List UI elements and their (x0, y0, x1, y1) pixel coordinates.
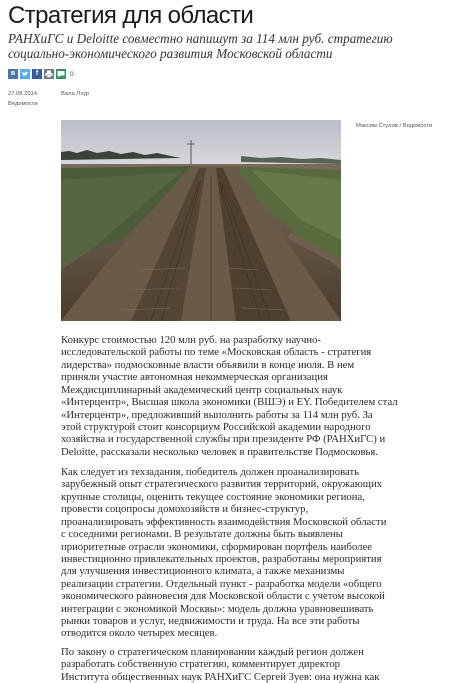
paragraph-line: приоритетные отрасли экономики, сформирован портфель наиболее (61, 540, 372, 553)
article-author[interactable]: Вала Лэур (61, 91, 90, 97)
paragraph-line: рынки товаров и услуг, недвижимости и труда. На все эти работы (61, 615, 360, 628)
article-paragraph (61, 646, 441, 683)
paragraph-line: отводится около четырех месяцев. (61, 627, 218, 640)
subtitle-line: РАНХиГС и Deloitte совместно напишут за 114 млн руб. стратегию (8, 31, 393, 46)
paragraph-line: «Интерцентр», предложивший выполнить работы за 114 млн руб. За (61, 408, 373, 421)
print-icon[interactable] (44, 69, 54, 79)
paragraph-line: «Интерцентр», Высшая школа экономики (ВШЭ) и EY. Победителем стал (61, 396, 398, 409)
photo-credit: Максим Стулов / Ведомости (356, 123, 433, 129)
subtitle-line: социально-экономического развития Московской области (8, 46, 333, 61)
paragraph-line: Института общественных наук РАНХиГС Сергей Зуев: она нужна как (61, 670, 380, 683)
article-subtitle (8, 31, 438, 61)
facebook-icon[interactable]: f (32, 69, 42, 79)
article-source[interactable]: Ведомости (8, 101, 38, 107)
paragraph-line: Deloitte, рассказали несколько человек в правительстве Подмосковья. (61, 445, 379, 458)
paragraph-line: реализации стратегии. Отдельный пункт - разработка модели «общего (61, 577, 382, 590)
article-title: Стратегия для области (8, 2, 254, 29)
vk-icon[interactable]: в (8, 69, 18, 79)
paragraph-line: приняли участие автономная некоммерческая организация (61, 371, 328, 384)
comment-count: 0 (70, 70, 74, 78)
paragraph-line: лидерства» подмосковные власти объявили в конце июля. В нем (61, 358, 355, 371)
paragraph-line: Конкурс стоимостью 120 млн руб. на разработку научно- (61, 334, 321, 346)
paragraph-line: крупные столицы, оценить текущее состояние экономики региона, (61, 490, 365, 503)
paragraph-line: зарубежный опыт стратегического развития территорий, окружающих (61, 478, 383, 491)
article-paragraph (61, 334, 441, 458)
article-photo (61, 120, 341, 321)
paragraph-line: проанализировать эффективность взаимодействия Московской области (61, 515, 387, 528)
paragraph-line: этой структурой стоит консорциум Российской академии народного (61, 420, 371, 433)
article-paragraph (61, 466, 441, 640)
comments-icon[interactable] (56, 69, 66, 79)
paragraph-line: инвестиционно привлекательных проектов, разработаны мероприятия (61, 552, 382, 565)
twitter-icon[interactable] (20, 69, 30, 79)
paragraph-line: разработать собственную стратегию, комментирует директор (61, 658, 341, 671)
paragraph-line: Междисциплинарный академический центр социальных наук (61, 383, 343, 396)
paragraph-line: для улучшения инвестиционного климата, а также механизмы (61, 565, 345, 578)
paragraph-line: интеграции с экономикой Москвы»: модель должна уравновешивать (61, 602, 374, 615)
paragraph-line: провести соцопросы домохозяйств и бизнес-структур, (61, 503, 309, 516)
paragraph-line: исследовательской работы по теме «Московская область - стратегия (61, 346, 372, 359)
article-date: 27.08.2014 (8, 91, 38, 97)
paragraph-line: хозяйства и государственной службы при президенте РФ (РАНХиГС) и (61, 433, 386, 446)
paragraph-line: По закону о стратегическом планировании каждый регион должен (61, 646, 364, 658)
paragraph-line: с соседними регионами. В результате должны быть выявлены (61, 528, 343, 541)
paragraph-line: Как следует из техзадания, победитель должен проанализировать (61, 466, 360, 478)
paragraph-line: экономического равновесия для Московской области с учетом высокой (61, 590, 385, 603)
share-bar (8, 69, 74, 79)
